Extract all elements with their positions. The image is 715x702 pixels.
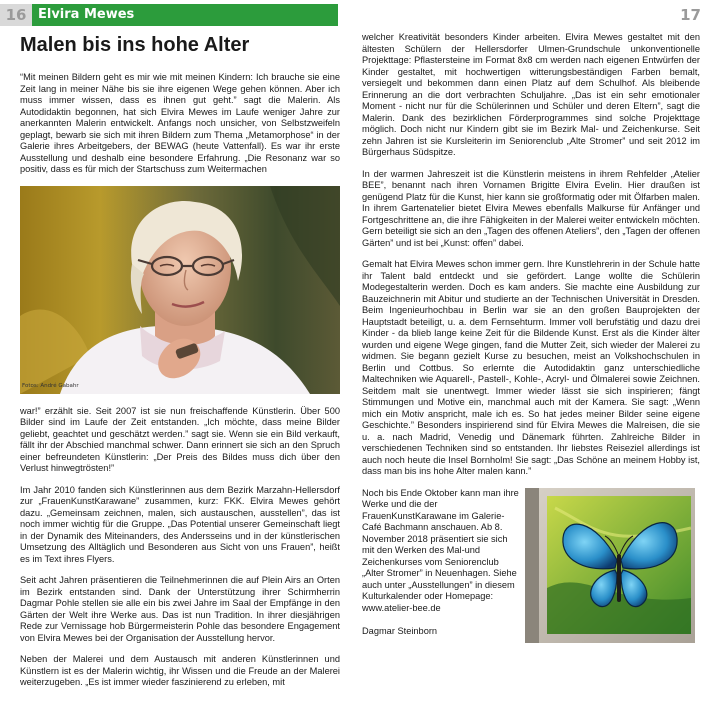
right-paragraph-2: In der warmen Jahreszeit ist die Künstlerin meistens in ihrem Rehfelder „Atelier BEE”, benannt nach ihren Vornamen Brigitte Elvira Evelin. Hier draußen ist genügend Platz für die Kunst, hier kann sie großformatig oder mit Ölfarben malen. In ihrem Gartenatelier bietet Elvira Mewes ebenfalls Malkurse für Anfänger und Fortgeschrittene an, die ihre Fähigkeiten in der Malerei weiter entwickeln möchten. Gern beteiligt sie sich an den „Tagen des offenen Ateliers”, den „Tagen der offenen Gärten” und ist bei „Kunst: offen” dabei.: [362, 168, 700, 248]
right-paragraph-1: welcher Kreativität besonders Kinder arbeiten. Elvira Mewes gestaltet mit den ältesten Schülern der Hellersdorfer Ulmen-Grundschule unkonventionelle Projekttage: Pflastersteine im Format 8x8 cm werden nach eigenen Entwürfen der Kinder gestaltet, mit hochwertigen witterungsbeständigen Farben bemalt, versiegelt und bekommen dann einen Platz auf dem Schulhof. Als bleibende Erinnerung an die dort verbrachten Schuljahre. „Das ist ein sehr emotionaler Moment - nicht nur für die Schülerinnen und Schüler und deren Eltern”, sagt die Malerin. Dank des bezirklichen Förderprogrammes sind solche Projekttage möglich. Doch nicht nur Kindern gibt sie im Bezirk Mal- und Zeichenkurse. Seit zehn Jahren ist sie Kursleiterin im Seniorenclub „Alte Stromer” und seit 2012 im Bürgerhaus Südspitze.: [362, 32, 700, 157]
left-column: [20, 32, 340, 699]
exhibition-text: [362, 488, 520, 638]
left-paragraph-1: “Mit meinen Bildern geht es mir wie mit meinen Kindern: Ich brauche sie eine Zeit lang in meiner Nähe bis sie ihre eigenen Wege gehen können. Aber ich muss immer wissen, dass es ihnen gut geht.” sagt die Malerin. Als Autodidaktin begonnen, hat sich Elvira Mewes im Laufe weniger Jahre zur anerkannten Malerin entwickelt. Anfangs noch unsicher, von Selbstzweifeln geplagt, bewarb sie sich mit ihren Bildern zum Thema „Metamorphose“ in der Galerie ihres Arbeitgebers, der BEWAG (heute Vattenfall). Es war ihr erste Ausstellung und deshalb eine besondere Erfahrung. „Die Resonanz war so positiv, dass es für mich der Startschuss zum Weitermachen: [20, 72, 340, 174]
exhibition-block: [362, 488, 700, 638]
right-paragraph-3: Gemalt hat Elvira Mewes schon immer gern. Ihre Kunstlehrerin in der Schule hatte ihr Talent bald entdeckt und sie gefördert. Lange wollte die Schülerin Modegestalterin werden. Doch es kam anders. Sie machte eine Ausbildung zur Bauzeichnerin mit Abitur und studierte an der Technischen Universität in Dresden. Beim Ingenieurhochbau in Berlin war sie an den großen Bauprojekten der Hauptstadt beteiligt, u. a. dem Fernsehturm. Immer voll berufstätig und dazu drei Kinder - da blieb lange keine Zeit für die Bildende Kunst. Erst als die Kinder älter wurden und eigene Wege gingen, fand die Mutter Zeit, sich wieder der Malerei zu widmen. Sie begann gezielt Kurse zu besuchen, meist an Volkshochschulen in Berlin und Cottbus. So erlernte die Autodidaktin ganz unterschiedliche Maltechniken wie Aquarell-, Pastell-, Kohle-, Acryl- und Ölmalerei sowie Zeichnen. Seitdem malt sie unentwegt. Immer wieder lässt sie sich inspirieren; fängt Stimmungen und Motive ein, manchmal auch mit der Kamera. Sie sagt: „Wenn mich ein Motiv anspricht, male ich es. So hat jedes meiner Bilder seine eigene Geschichte.” Besonders inspirierend sind für Elvira Mewes die Malreisen, die sie u. a. nach Madrid, Venedig und Dänemark führten. Zahlreiche Bilder in verschiedenen Techniken sind so entstanden. Ihr liebstes Reiseziel allerdings ist auch noch heute die Insel Bornholm! Sie sagt: „Das Schöne an meinem Hobby ist, dass man bis ins hohe Alter malen kann.”: [362, 259, 700, 476]
right-paragraph-4: Noch bis Ende Oktober kann man ihre Werke und die der FrauenKunstKarawane im Galerie-Café Bachmann anschauen. Ab 8. November 2018 präsentiert sie sich mit den Werken des Mal-und Zeichenkurses vom Seniorenclub „Alter Stromer” in Neuenhagen. Siehe auch unter „Ausstellungen” in diesem Kulturkalender oder Homepage: www.atelier-bee.de: [362, 487, 519, 613]
right-page-number: 17: [680, 6, 701, 24]
left-paragraph-2: war!” erzählt sie. Seit 2007 ist sie nun freischaffende Künstlerin. Über 500 Bilder sind im Laufe der Zeit entstanden. „Ich möchte, dass meine Bilder geliebt, geachtet und geschätzt werden.” sagt sie. Wenn sie ein Bild verkauft, fällt ihr der Abschied manchmal schwer. Dann erinnert sie sich an den Spruch einer befreundeten Künstlerin: „Der Preis des Bildes muss dich über den Verlust hinwegtrösten!”: [20, 405, 340, 473]
photo-credit: Fotos: André Gabahr: [22, 383, 79, 389]
portrait-photo: [20, 186, 340, 394]
section-title-bar: Elvira Mewes: [32, 4, 338, 26]
butterfly-illustration: [525, 488, 695, 643]
butterfly-painting-photo: [525, 488, 695, 643]
left-paragraph-3: Im Jahr 2010 fanden sich Künstlerinnen aus dem Bezirk Marzahn-Hellersdorf zur „FrauenKunstKarawane” zusammen, kurz: FKK. Elvira Mewes gehört dazu. „Gemeinsam zeichnen, malen, sich austauschen, ausstellen”, das ist noch immer wichtig für die Gruppe. „Das Potential unserer Gemeinschaft liegt in der Dynamik des Miteinanders, des Andersseins und in der künstlerischen Umsetzung des Alltäglich und Besonderen aus Sicht von uns Frauen”, heißt es im Text ihres Flyers.: [20, 484, 340, 564]
author-signature: Dagmar Steinborn: [362, 626, 438, 636]
portrait-illustration: [20, 186, 340, 394]
right-column: [362, 32, 700, 648]
left-paragraph-4: Seit acht Jahren präsentieren die Teilnehmerinnen die auf Plein Airs an Orten im Bezirk entstanden sind. Dank der Unterstützung ihrer Schirmherrin Dagmar Pohle stellen sie alle ein bis zwei Jahre im Saal der Empfänge in den Gärten der Welt ihre Werke aus. Das ist nun Tradition. In ihrer diesjährigen Rede zur Vernissage hob Bürgermeisterin Pohle das besondere Engagement von Elvira Mewes bei der Organisation der Ausstellung hervor.: [20, 575, 340, 643]
article-headline: Malen bis ins hohe Alter: [20, 34, 250, 56]
left-paragraph-5: Neben der Malerei und dem Austausch mit anderen Künstlerinnen und Künstlern ist es der Malerin wichtig, ihr Wissen und die Freude an der Malerei weiterzugeben. „Es ist immer wieder faszinierend zu erleben, mit: [20, 654, 340, 687]
left-page-number: 16: [0, 4, 32, 26]
